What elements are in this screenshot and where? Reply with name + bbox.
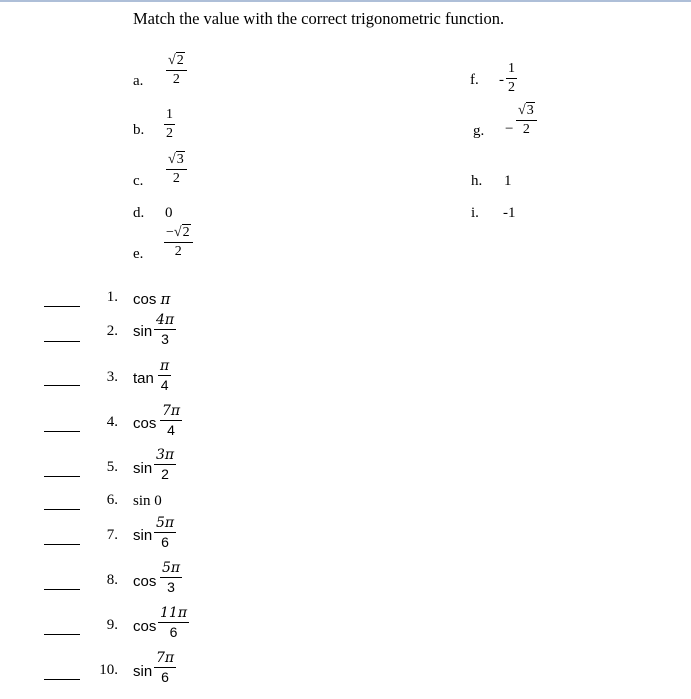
- choice-b-value: [164, 108, 175, 141]
- answer-blank[interactable]: [44, 476, 80, 477]
- argument: π: [160, 290, 171, 308]
- numerator: 1: [166, 107, 173, 122]
- numerator: 3π: [156, 447, 175, 463]
- answer-blank[interactable]: [44, 431, 80, 432]
- numerator: 5π: [156, 515, 175, 531]
- function-name: cos: [133, 573, 157, 590]
- answer-blank[interactable]: [44, 679, 80, 680]
- radicand: 3: [526, 103, 534, 118]
- choice-h-label: h.: [471, 173, 483, 189]
- denominator: 3: [167, 579, 175, 595]
- choice-f-sign: -: [499, 72, 504, 88]
- question-number: 6.: [106, 492, 118, 508]
- denominator: 2: [174, 244, 182, 259]
- question-6-expression: [133, 493, 162, 510]
- function-name: sin: [133, 527, 153, 544]
- choice-d-label: d.: [133, 205, 145, 221]
- choice-g-label: g.: [473, 123, 485, 139]
- denominator: 4: [167, 422, 175, 438]
- denominator: 6: [161, 669, 169, 685]
- question-1-expression: [133, 290, 170, 308]
- denominator: 2: [172, 72, 180, 87]
- question-10-argument: [154, 651, 176, 684]
- denominator: 4: [160, 377, 169, 393]
- question-number: 7.: [106, 527, 118, 543]
- denominator: 2: [508, 80, 515, 95]
- function-name: sin: [133, 460, 153, 477]
- question-4-argument: [160, 404, 182, 437]
- radicand: 3: [176, 152, 184, 167]
- choice-f-value: [506, 62, 517, 95]
- function-name: sin: [133, 323, 153, 340]
- choice-g-value: √3 2: [516, 104, 537, 137]
- question-8-argument: [160, 561, 182, 594]
- question-number: 9.: [106, 617, 118, 633]
- numerator: 11π: [160, 605, 188, 621]
- choice-a-label: a.: [133, 73, 144, 89]
- answer-blank[interactable]: [44, 589, 80, 590]
- function-name: cos: [133, 291, 157, 308]
- numerator: 4π: [156, 312, 175, 328]
- question-3-argument: [158, 359, 171, 392]
- question-number: 4.: [106, 414, 118, 430]
- question-9-argument: [158, 606, 189, 639]
- question-number: 5.: [106, 459, 118, 475]
- sign: −: [166, 225, 174, 240]
- answer-blank[interactable]: [44, 509, 80, 510]
- denominator: 3: [161, 331, 169, 347]
- denominator: 2: [522, 122, 530, 137]
- denominator: 6: [169, 624, 178, 640]
- question-number: 10.: [99, 662, 118, 678]
- question-number: 2.: [106, 323, 118, 339]
- choice-e-value: −√2 2: [164, 226, 193, 259]
- choice-f-label: f.: [470, 72, 479, 88]
- answer-blank[interactable]: [44, 341, 80, 342]
- numerator: 7π: [162, 403, 181, 419]
- denominator: 6: [161, 534, 169, 550]
- question-number: 3.: [106, 369, 118, 385]
- function-name: tan: [133, 370, 154, 387]
- answer-blank[interactable]: [44, 544, 80, 545]
- choice-d-value: 0: [165, 205, 173, 221]
- choice-c-value: √3 2: [166, 153, 187, 186]
- numerator: 7π: [156, 650, 175, 666]
- choice-b-label: b.: [133, 122, 145, 138]
- answer-blank[interactable]: [44, 385, 80, 386]
- radicand: 2: [182, 225, 190, 240]
- radicand: 2: [176, 53, 184, 68]
- numerator: π: [160, 358, 170, 374]
- choice-g-sign: −: [505, 121, 514, 137]
- numerator: 5π: [162, 560, 181, 576]
- answer-blank[interactable]: [44, 306, 80, 307]
- argument: 0: [154, 493, 162, 509]
- question-number: 8.: [106, 572, 118, 588]
- question-number: 1.: [106, 289, 118, 305]
- page-title: Match the value with the correct trigonometric function.: [133, 9, 505, 28]
- choice-h-value: 1: [504, 173, 512, 189]
- choice-i-label: i.: [471, 205, 479, 221]
- answer-blank[interactable]: [44, 634, 80, 635]
- choice-i-value: -1: [503, 205, 516, 221]
- function-name: cos: [133, 618, 157, 635]
- question-7-argument: [154, 516, 176, 549]
- function-name: cos: [133, 415, 157, 432]
- choice-a-value: √2 2: [166, 54, 187, 87]
- question-5-argument: [154, 448, 176, 481]
- function-name: sin: [133, 663, 153, 680]
- denominator: 2: [172, 171, 180, 186]
- top-border: [0, 0, 691, 2]
- choice-c-label: c.: [133, 173, 144, 189]
- denominator: 2: [161, 466, 169, 482]
- function-name: sin: [133, 493, 151, 509]
- denominator: 2: [166, 126, 173, 141]
- question-2-argument: [154, 313, 176, 346]
- numerator: 1: [508, 61, 515, 76]
- choice-e-label: e.: [133, 246, 144, 262]
